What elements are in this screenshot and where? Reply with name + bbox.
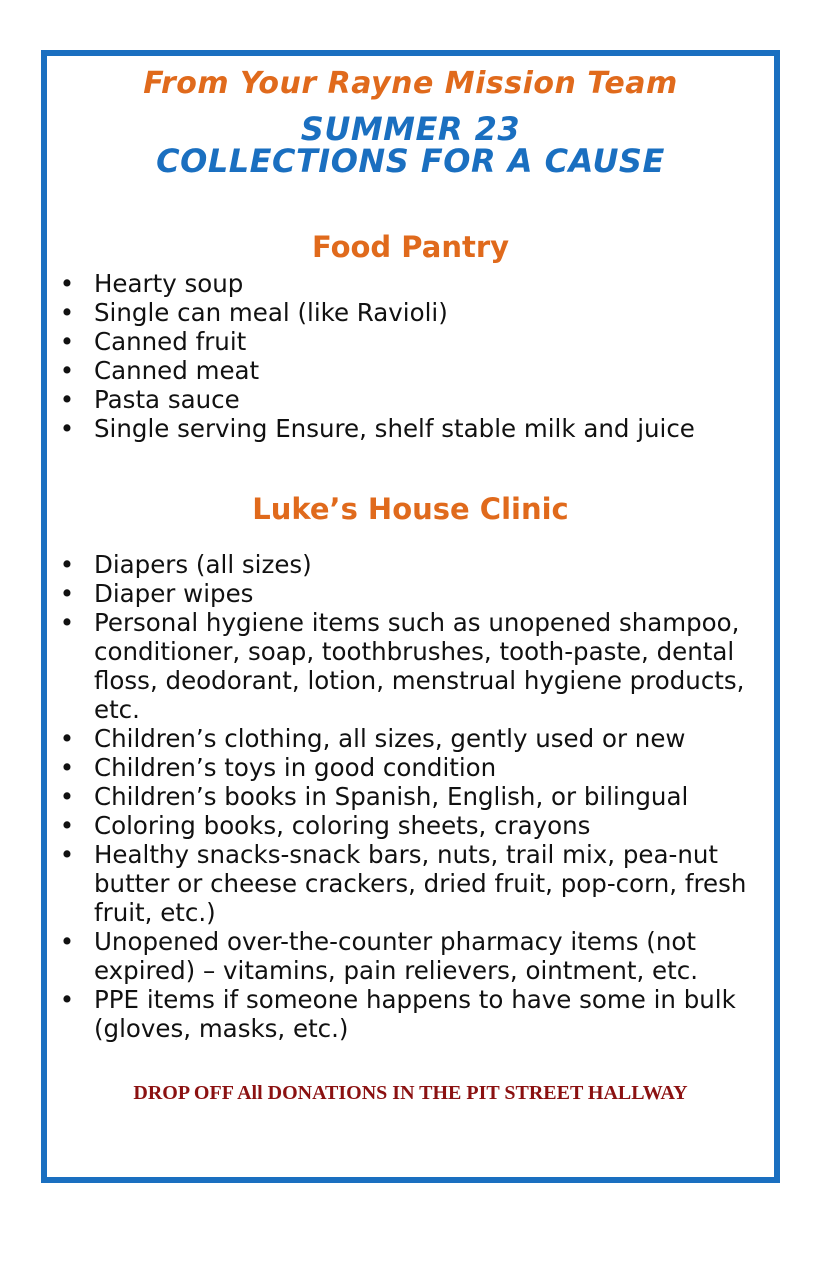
list-item <box>47 385 764 414</box>
list-item-text: Coloring books, coloring sheets, crayons <box>94 811 591 840</box>
list-item-text: Personal hygiene items such as unopened shampoo, conditioner, soap, toothbrushes, tooth-paste, dental floss, deodorant, lotion, menstrual hygiene products, etc. <box>94 608 745 724</box>
bullet-icon: • <box>59 724 75 753</box>
list-item <box>47 356 764 385</box>
bullet-icon: • <box>59 385 75 414</box>
list-item <box>47 269 764 298</box>
list-item-text: Hearty soup <box>94 269 244 298</box>
list-item <box>47 811 764 840</box>
list-item <box>47 414 764 443</box>
bullet-icon: • <box>59 985 75 1014</box>
list-item-text: Single can meal (like Ravioli) <box>94 298 448 327</box>
bullet-icon: • <box>59 298 75 327</box>
list-item <box>47 782 764 811</box>
collections-title: COLLECTIONS FOR A CAUSE <box>156 142 665 180</box>
lukes-house-heading: Luke’s House Clinic <box>252 492 569 526</box>
list-item <box>47 840 764 927</box>
bullet-icon: • <box>59 327 75 356</box>
list-item-text: Single serving Ensure, shelf stable milk and juice <box>94 414 695 443</box>
list-item <box>47 550 764 579</box>
list-item-text: Children’s clothing, all sizes, gently used or new <box>94 724 686 753</box>
bullet-icon: • <box>59 811 75 840</box>
list-item-text: Canned fruit <box>94 327 247 356</box>
bullet-icon: • <box>59 753 75 782</box>
list-item <box>47 298 764 327</box>
bullet-icon: • <box>59 782 75 811</box>
list-item-text: Children’s books in Spanish, English, or bilingual <box>94 782 689 811</box>
team-title: From Your Rayne Mission Team <box>143 66 678 101</box>
list-item <box>47 985 764 1043</box>
list-item <box>47 927 764 985</box>
bullet-icon: • <box>59 608 75 637</box>
bullet-icon: • <box>59 579 75 608</box>
bullet-icon: • <box>59 269 75 298</box>
list-item <box>47 608 764 724</box>
dropoff-notice: DROP OFF All DONATIONS IN THE PIT STREET HALLWAY <box>133 1082 688 1104</box>
food-pantry-list <box>47 269 764 443</box>
list-item-text: Unopened over-the-counter pharmacy items (not expired) – vitamins, pain relievers, ointment, etc. <box>94 927 698 985</box>
summer-title: SUMMER 23 <box>300 110 521 148</box>
list-item-text: PPE items if someone happens to have some in bulk (gloves, masks, etc.) <box>94 985 736 1043</box>
list-item <box>47 724 764 753</box>
list-item-text: Diaper wipes <box>94 579 254 608</box>
list-item <box>47 579 764 608</box>
bullet-icon: • <box>59 356 75 385</box>
bullet-icon: • <box>59 550 75 579</box>
list-item-text: Healthy snacks-snack bars, nuts, trail mix, pea-nut butter or cheese crackers, dried fruit, pop-corn, fresh fruit, etc.) <box>94 840 747 927</box>
list-item-text: Pasta sauce <box>94 385 240 414</box>
lukes-house-list <box>47 550 764 1043</box>
flyer-frame <box>41 50 780 1183</box>
list-item-text: Diapers (all sizes) <box>94 550 312 579</box>
bullet-icon: • <box>59 414 75 443</box>
list-item-text: Children’s toys in good condition <box>94 753 497 782</box>
list-item <box>47 753 764 782</box>
bullet-icon: • <box>59 927 75 956</box>
bullet-icon: • <box>59 840 75 869</box>
list-item-text: Canned meat <box>94 356 260 385</box>
food-pantry-heading: Food Pantry <box>311 230 510 264</box>
list-item <box>47 327 764 356</box>
